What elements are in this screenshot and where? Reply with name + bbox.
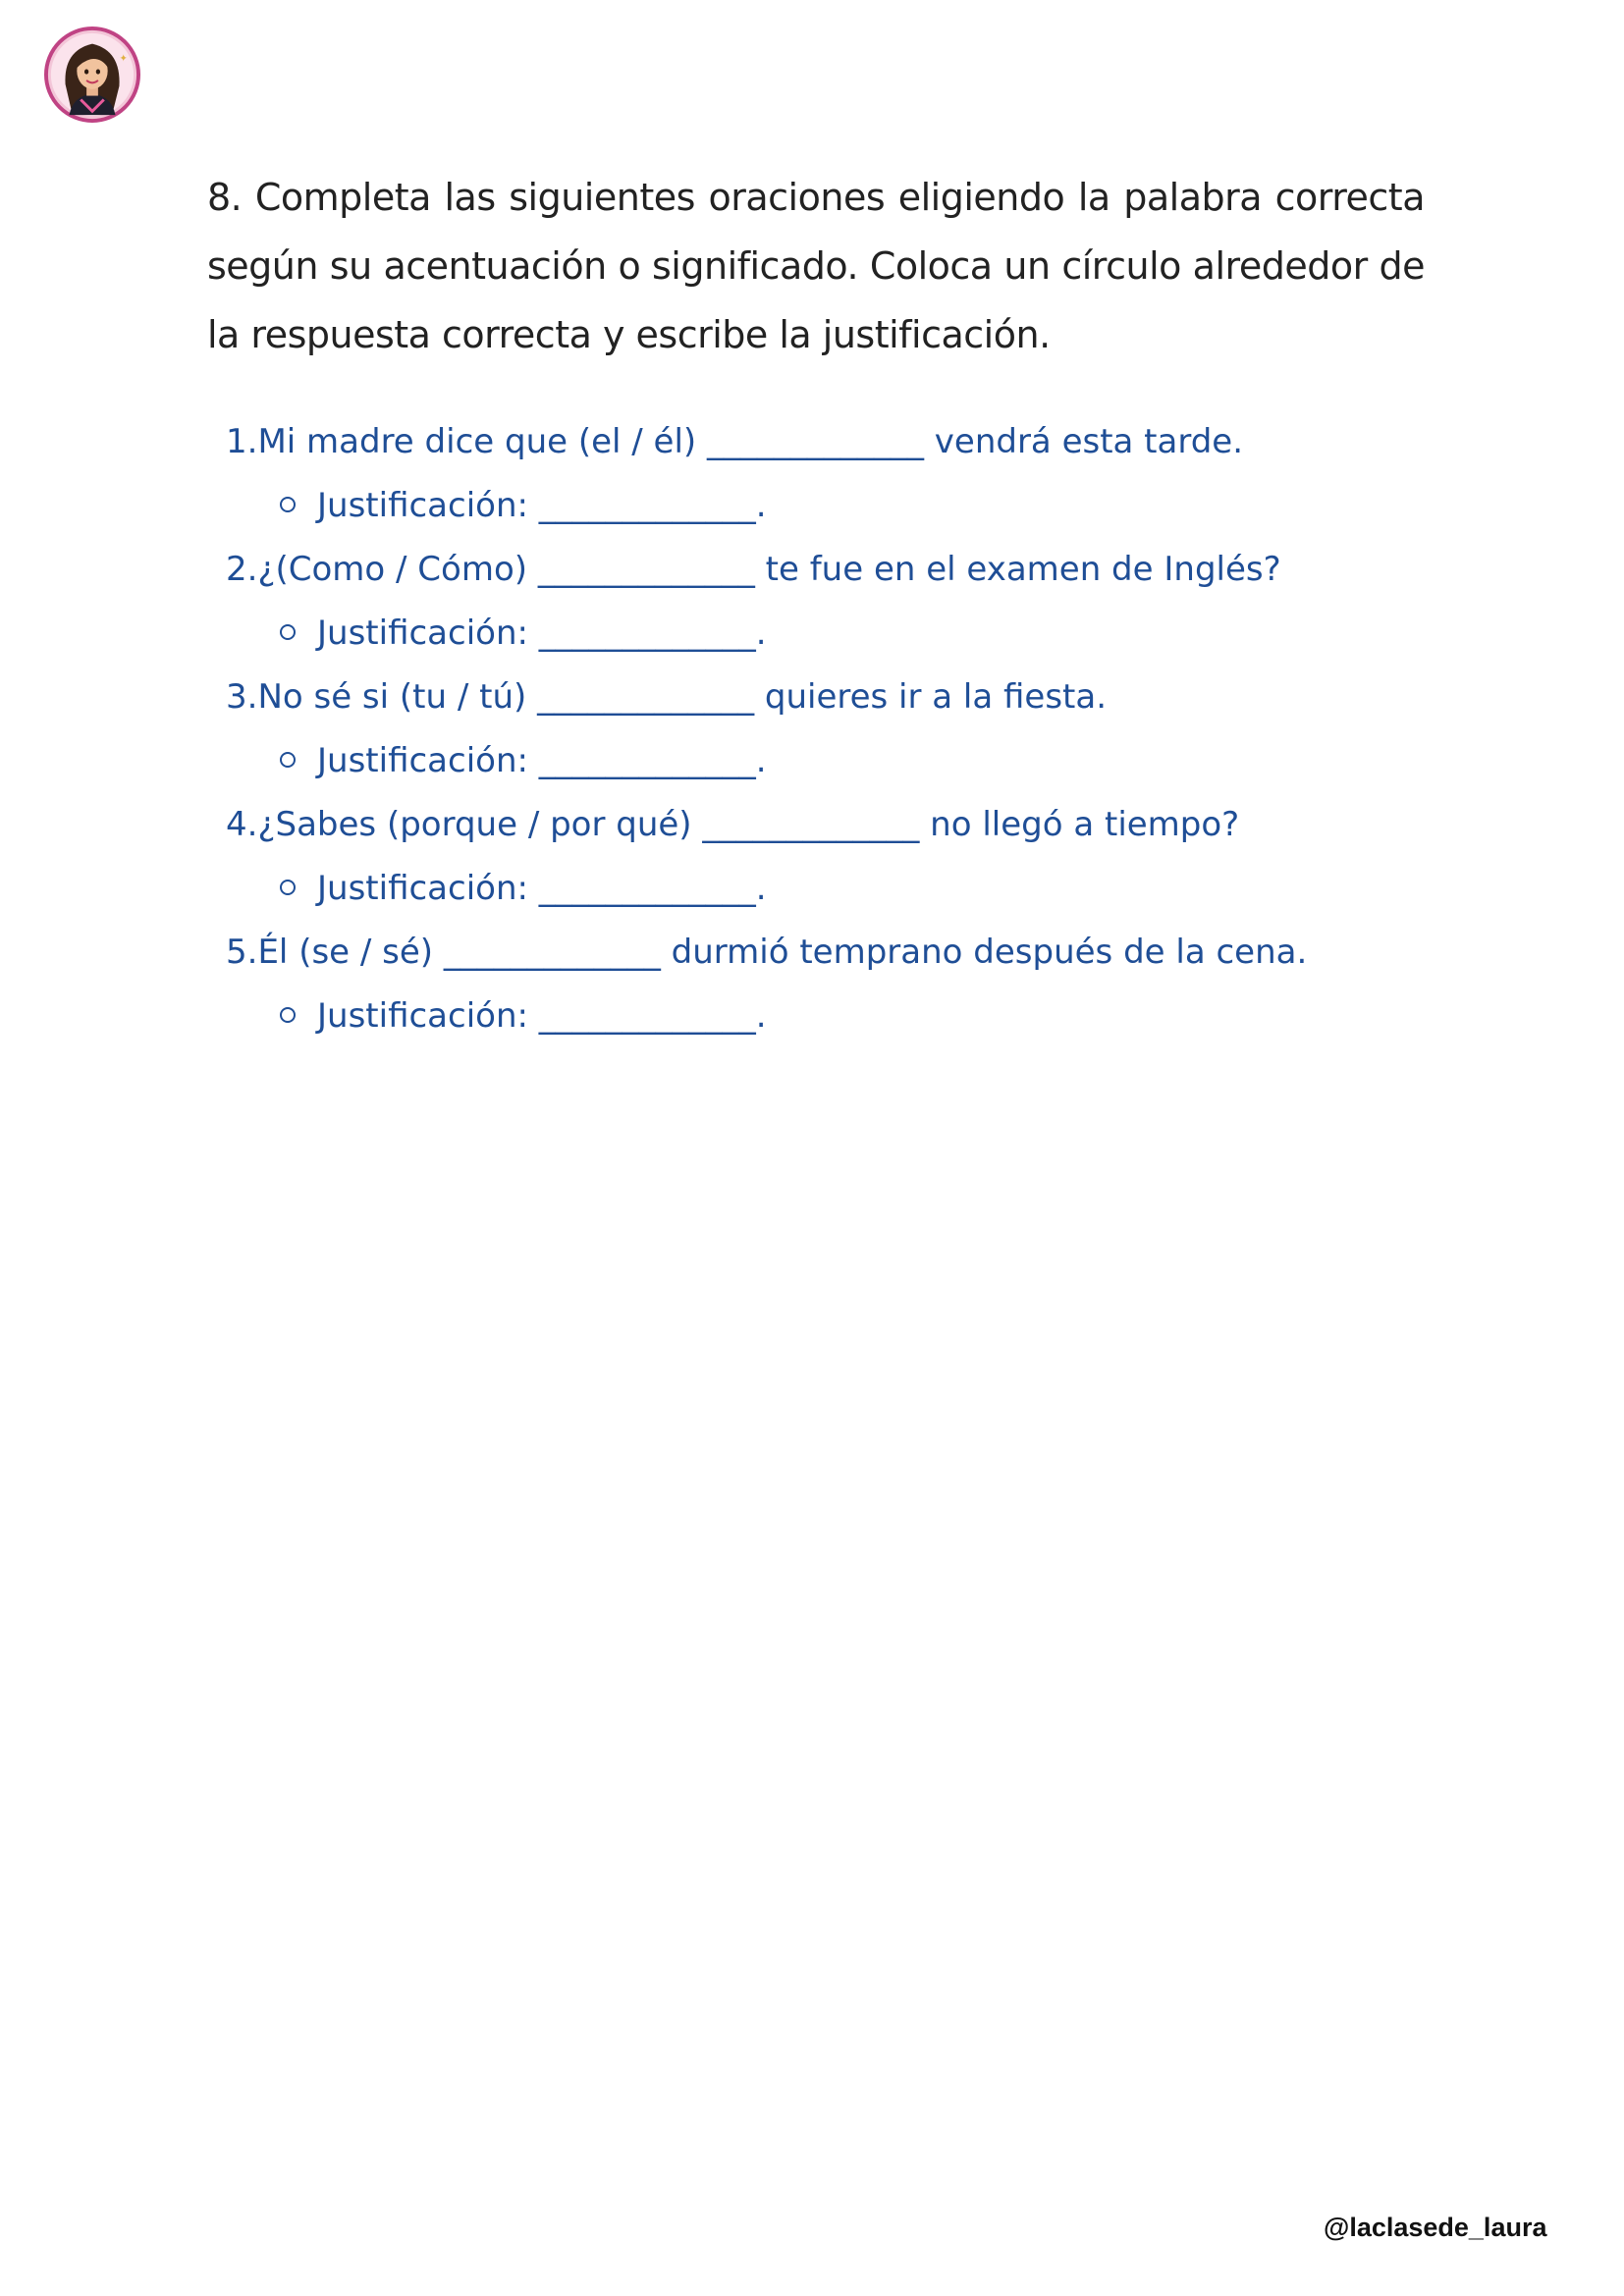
- item-sentence: ¿Sabes (porque / por qué) _____________ no llegó a tiempo?: [257, 805, 1240, 844]
- avatar: [44, 27, 140, 123]
- bullet-icon: [280, 497, 296, 512]
- item-number: 3.: [226, 677, 258, 717]
- item-sentence: ¿(Como / Cómo) _____________ te fue en el examen de Inglés?: [257, 550, 1281, 589]
- justification-line: Justificación: _____________.: [317, 741, 767, 780]
- justification-row-5: [226, 985, 1404, 1048]
- exercise-item-2: [226, 538, 1404, 602]
- svg-text:✦: ✦: [119, 53, 128, 65]
- item-sentence: Mi madre dice que (el / él) _____________ vendrá esta tarde.: [257, 422, 1244, 461]
- item-number: 2.: [226, 550, 258, 589]
- exercise-item-1: [226, 410, 1404, 474]
- exercise-item-4: [226, 793, 1404, 857]
- item-number: 4.: [226, 805, 258, 844]
- exercise-list: [226, 410, 1404, 1048]
- item-number: 5.: [226, 933, 258, 972]
- author-handle: @laclasede_laura: [1324, 2213, 1547, 2242]
- bullet-icon: [280, 1007, 296, 1023]
- bullet-icon: [280, 624, 296, 640]
- justification-line: Justificación: _____________.: [317, 869, 767, 908]
- bullet-icon: [280, 752, 296, 768]
- justification-row-4: [226, 857, 1404, 921]
- item-sentence: Él (se / sé) _____________ durmió temprano después de la cena.: [257, 933, 1308, 972]
- exercise-item-5: [226, 921, 1404, 985]
- justification-line: Justificación: _____________.: [317, 996, 767, 1036]
- justification-line: Justificación: _____________.: [317, 614, 767, 653]
- justification-line: Justificación: _____________.: [317, 486, 767, 525]
- exercise-instructions: 8. Completa las siguientes oraciones eligiendo la palabra correcta según su acentuación o significado. Coloca un círculo alrededor de la respuesta correcta y escribe la justificación.: [207, 176, 1425, 356]
- bullet-icon: [280, 880, 296, 895]
- justification-row-2: [226, 602, 1404, 666]
- justification-row-1: [226, 474, 1404, 538]
- item-number: 1.: [226, 422, 258, 461]
- item-sentence: No sé si (tu / tú) _____________ quieres ir a la fiesta.: [257, 677, 1108, 717]
- justification-row-3: [226, 729, 1404, 793]
- exercise-item-3: [226, 666, 1404, 729]
